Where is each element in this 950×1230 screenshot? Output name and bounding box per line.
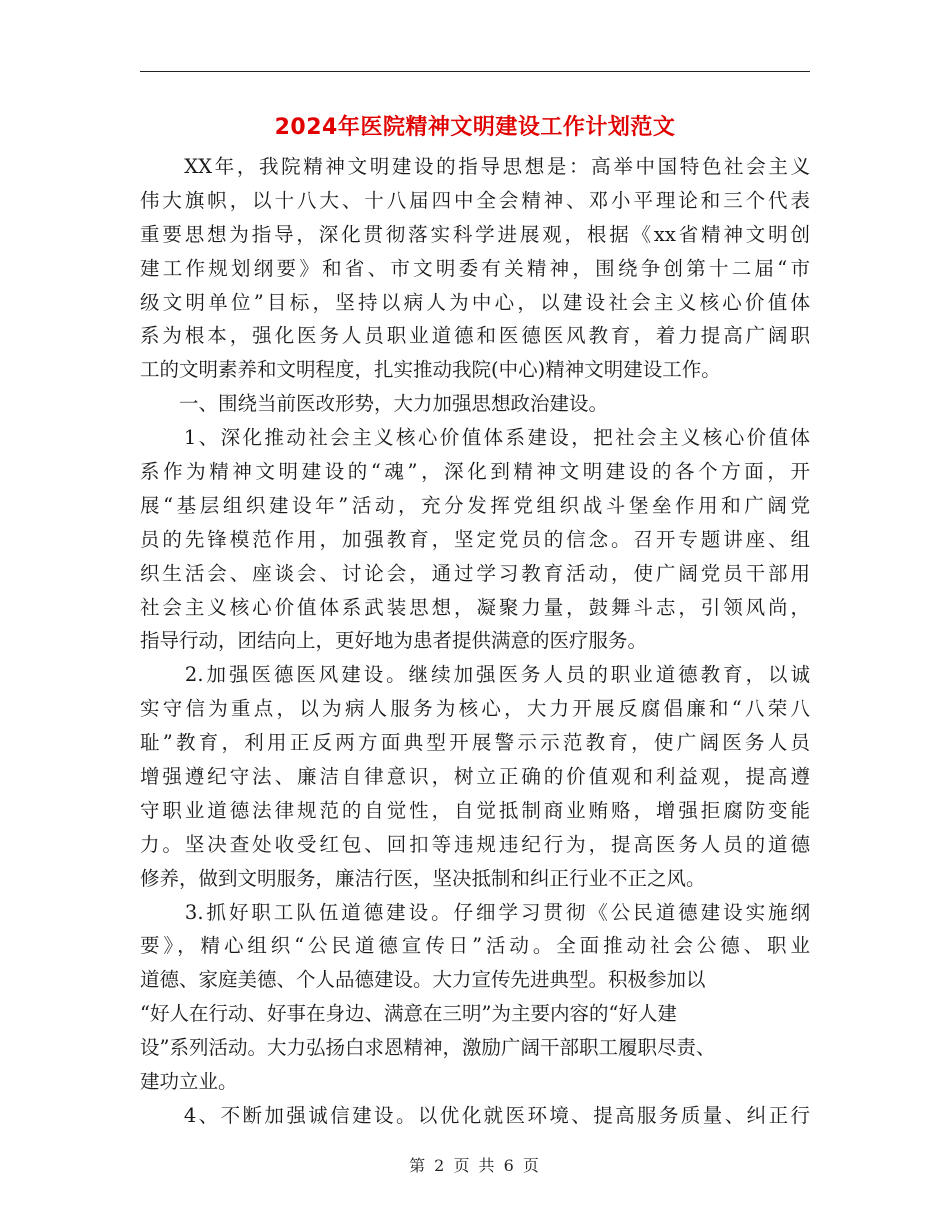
body-line: 社会主义核心价值体系武装思想，凝聚力量，鼓舞斗志，引领风尚， (140, 595, 810, 619)
body-line: 员的先锋模范作用，加强教育，坚定党员的信念。召开专题讲座、组 (140, 527, 810, 551)
body-line: 耻”教育，利用正反两方面典型开展警示示范教育，使广阔医务人员 (140, 731, 810, 755)
body-line: 工的文明素养和文明程度，扎实推动我院(中心)精神文明建设工作。 (140, 358, 721, 382)
body-line: 道德、家庭美德、个人品德建设。大力宣传先进典型。积极参加以 (140, 968, 706, 992)
body-line: 修养，做到文明服务，廉洁行医，坚决抵制和纠正行业不正之风。 (140, 866, 706, 890)
header-rule (140, 71, 810, 72)
body-line: 指导行动，团结向上，更好地为患者提供满意的医疗服务。 (140, 629, 648, 653)
body-line: 守职业道德法律规范的自觉性，自觉抵制商业贿赂，增强拒腐防变能 (140, 798, 810, 822)
body-line: 系作为精神文明建设的“魂”，深化到精神文明建设的各个方面，开 (140, 460, 810, 484)
body-line: 级文明单位”目标，坚持以病人为中心，以建设社会主义核心价值体 (140, 290, 810, 314)
body-line: 建功立业。 (140, 1070, 238, 1094)
page-number: 第 2 页 共 6 页 (409, 1156, 541, 1175)
body-line: 2.加强医德医风建设。继续加强医务人员的职业道德教育，以诚 (140, 663, 810, 687)
body-line: 建工作规划纲要》和省、市文明委有关精神，围绕争创第十二届“市 (140, 256, 810, 280)
body-line: 一、围绕当前医改形势，大力加强思想政治建设。 (140, 392, 609, 416)
body-line: 系为根本，强化医务人员职业道德和医德医风教育，着力提高广阔职 (140, 324, 810, 348)
body-line: 织生活会、座谈会、讨论会，通过学习教育活动，使广阔党员干部用 (140, 561, 810, 585)
body-line: 4、不断加强诚信建设。以优化就医环境、提高服务质量、纠正行 (140, 1103, 810, 1127)
body-line: 伟大旗帜，以十八大、十八届四中全会精神、邓小平理论和三个代表 (140, 188, 810, 212)
body-line: 3.抓好职工队伍道德建设。仔细学习贯彻《公民道德建设实施纲 (140, 900, 810, 924)
body-line: 1、深化推动社会主义核心价值体系建设，把社会主义核心价值体 (140, 426, 810, 450)
document-body (140, 150, 810, 1133)
body-line: 增强遵纪守法、廉洁自律意识，树立正确的价值观和利益观，提高遵 (140, 765, 810, 789)
body-line: 实守信为重点，以为病人服务为核心，大力开展反腐倡廉和“八荣八 (140, 697, 810, 721)
body-line: 展“基层组织建设年”活动，充分发挥党组织战斗堡垒作用和广阔党 (140, 493, 810, 517)
body-line: 力。坚决查处收受红包、回扣等违规违纪行为，提高医务人员的道德 (140, 832, 810, 856)
body-line: 设”系列活动。大力弘扬白求恩精神，激励广阔干部职工履职尽责、 (140, 1036, 716, 1060)
document-title: 2024年医院精神文明建设工作计划范文 (274, 115, 676, 140)
body-line: 要》，精心组织“公民道德宣传日”活动。全面推动社会公德、职业 (140, 934, 810, 958)
body-line: “好人在行动、好事在身边、满意在三明”为主要内容的“好人建 (140, 1002, 677, 1026)
body-line: 重要思想为指导，深化贯彻落实科学进展观，根据《xx省精神文明创 (140, 222, 810, 246)
body-line: XX年，我院精神文明建设的指导思想是：高举中国特色社会主义 (140, 155, 810, 178)
